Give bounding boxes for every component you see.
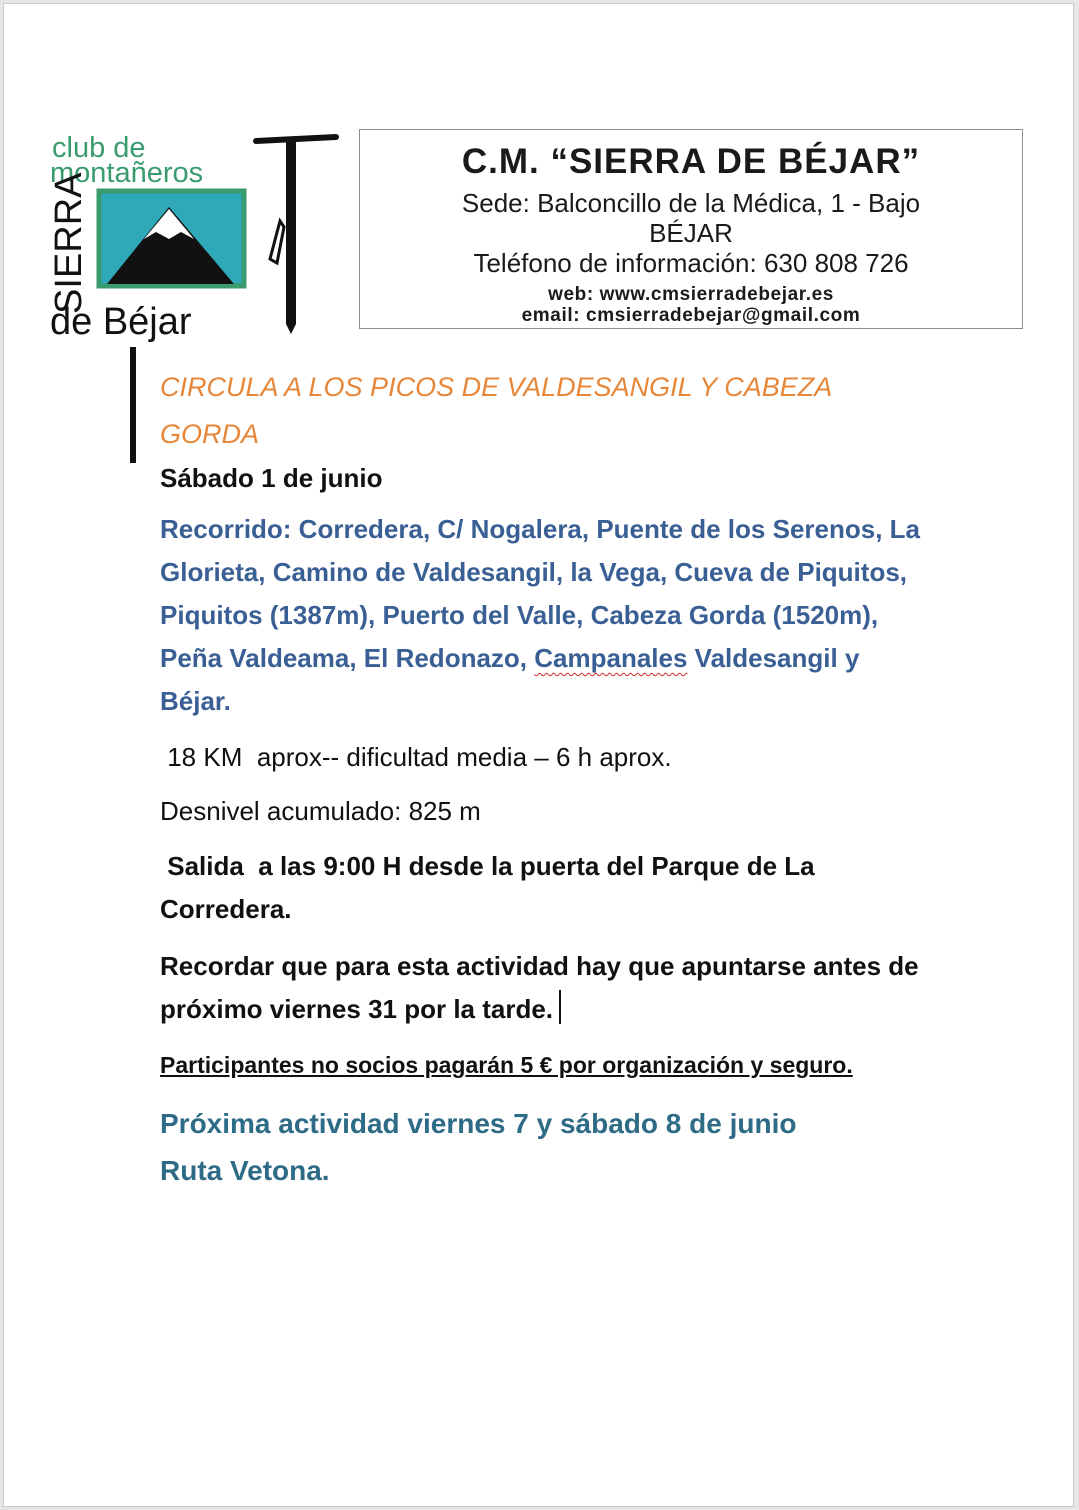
route-flagged-word: Campanales (534, 643, 688, 673)
route-main: Recorrido: Corredera, C/ Nogalera, Puente de los Serenos, La Glorieta, Camino de Valdesangil, la Vega, Cueva de Piquitos, Piquitos (1387m), Puerto del Valle, Cabeza Gorda (1520m), Peña Valdeama, El Redonazo, (160, 514, 920, 673)
logo-bottom-text: de Béjar (50, 301, 192, 343)
document-page (3, 3, 1074, 1507)
next-activity (160, 1100, 920, 1194)
club-web: web: www.cmsierradebejar.es (548, 284, 834, 305)
event-elevation: Desnivel acumulado: 825 m (160, 796, 481, 826)
club-email: email: cmsierradebejar@gmail.com (521, 305, 861, 326)
event-departure: Salida a las 9:00 H desde la puerta del Parque de La Corredera. (160, 851, 822, 924)
event-content (160, 364, 1040, 1194)
event-title: CIRCULA A LOS PICOS DE VALDESANGIL Y CABEZA GORDA (160, 372, 832, 449)
route-end: Valdesangil y Béjar. (160, 643, 860, 716)
event-route (160, 508, 920, 723)
club-phone: Teléfono de información: 630 808 726 (473, 248, 909, 278)
event-date: Sábado 1 de junio (160, 463, 383, 493)
mountain-icon (99, 191, 244, 286)
club-info-box (359, 129, 1023, 329)
reminder-text: Recordar que para esta actividad hay que apuntarse antes de próximo viernes 31 por la tarde. (160, 951, 919, 1024)
club-city: BÉJAR (649, 218, 733, 248)
ice-axe-icon (256, 137, 336, 334)
event-reminder (160, 945, 920, 1031)
next-activity-line1: Próxima actividad viernes 7 y sábado 8 de junio (160, 1108, 797, 1139)
logo-line2: montañeros (50, 157, 204, 189)
text-cursor (559, 990, 561, 1024)
event-fee-note: Participantes no socios pagarán 5 € por organización y seguro. (160, 1052, 853, 1078)
club-address: Sede: Balconcillo de la Médica, 1 - Bajo (461, 188, 921, 218)
next-activity-line2: Ruta Vetona. (160, 1155, 330, 1186)
club-name: C.M. “SIERRA DE BÉJAR” (461, 142, 921, 181)
logo-line1: club de (52, 132, 146, 164)
event-distance: 18 KM aprox-- dificultad media – 6 h aprox. (160, 742, 672, 772)
logo-vertical-text: SIERRA (48, 172, 90, 314)
left-bar-divider (130, 347, 136, 463)
club-logo (44, 129, 344, 344)
